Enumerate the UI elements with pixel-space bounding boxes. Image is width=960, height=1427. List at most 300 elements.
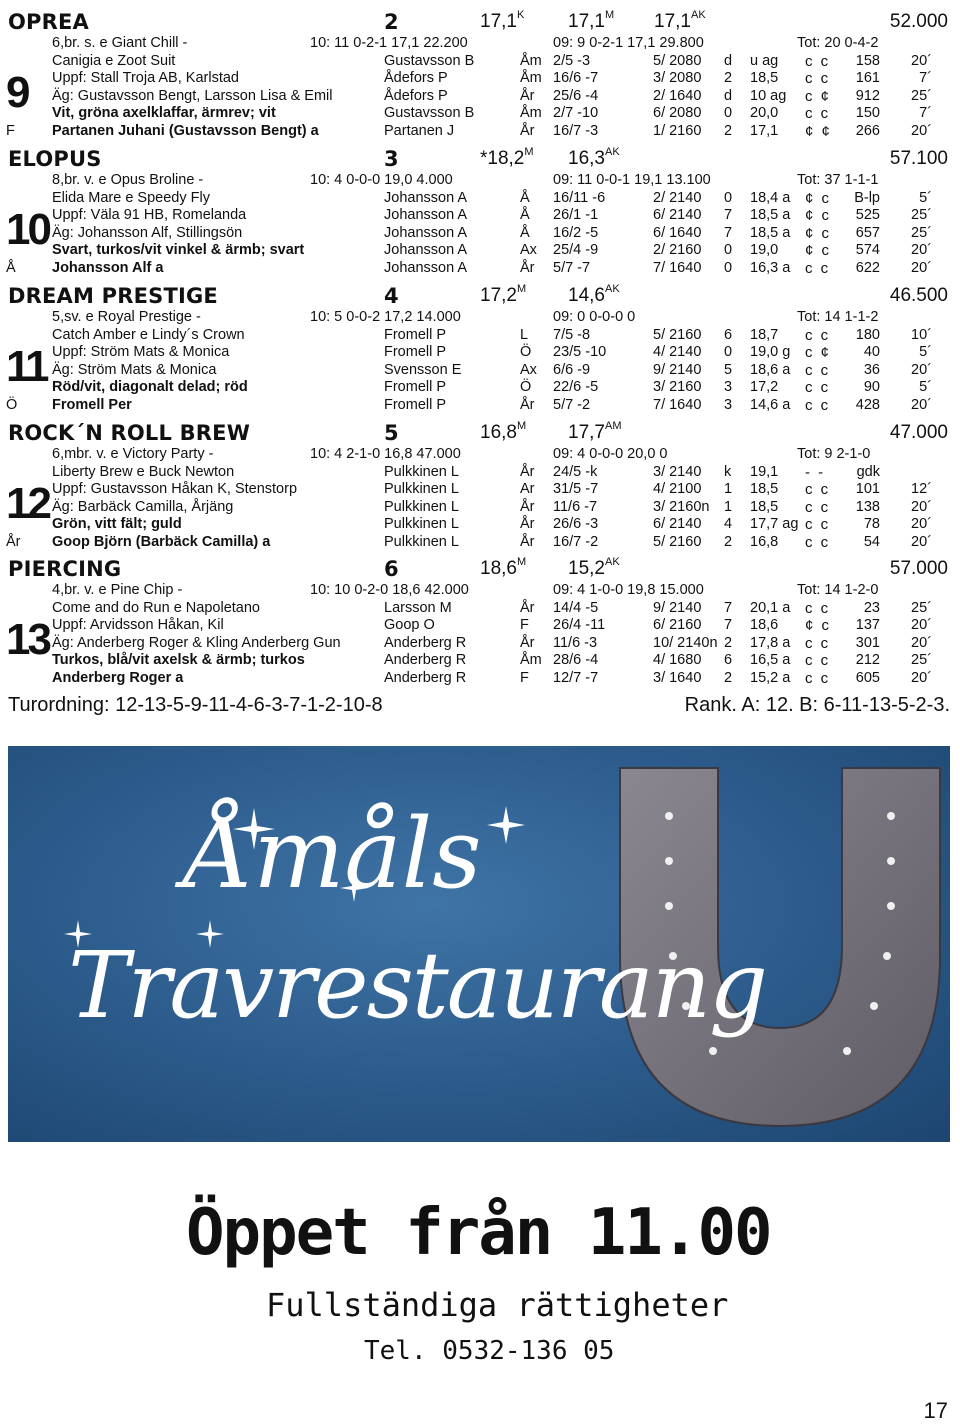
race-cell: Å xyxy=(520,189,530,206)
post-position: 6 xyxy=(384,557,399,581)
race-cell: År xyxy=(520,634,535,651)
race-cell: 2/ 2160 xyxy=(653,242,702,259)
race-cell: 622 xyxy=(855,260,880,276)
race-cell: u ag xyxy=(750,52,779,69)
race-cell: c c xyxy=(805,326,831,344)
race-cell: 16/7 -2 xyxy=(553,534,599,550)
race-cell: 657 xyxy=(855,224,880,241)
race-cell: Anderberg R xyxy=(384,652,467,669)
race-cell: 3 xyxy=(724,397,733,413)
race-cell: 2 xyxy=(724,534,733,550)
info-line: Turkos, blå/vit axelsk & ärmb; turkos xyxy=(52,652,305,669)
race-cell: 16/2 -5 xyxy=(553,224,599,241)
race-cell: 22/6 -5 xyxy=(553,379,599,396)
race-cell: Johansson A xyxy=(384,260,468,276)
info-line: Canigia e Zoot Suit xyxy=(52,52,176,69)
race-cell: 16,5 a xyxy=(750,652,791,669)
ad-title-travrestaurang: Travrestaurang xyxy=(68,932,766,1039)
race-cell: 4/ 1680 xyxy=(653,652,702,669)
record-value: 16,3 xyxy=(568,148,605,169)
info-line: Liberty Brew e Buck Newton xyxy=(52,463,235,480)
record-value: 17,2 xyxy=(480,285,517,306)
race-cell: 138 xyxy=(855,498,880,515)
stats-total: Tot: 14 1-2-0 xyxy=(797,582,879,598)
race-cell: 0 xyxy=(724,242,733,259)
race-cell: c c xyxy=(805,379,831,397)
record-1 xyxy=(480,422,526,444)
race-cell: 20´ xyxy=(911,123,932,139)
race-cell: 19,0 xyxy=(750,242,779,259)
race-cell: c ¢ xyxy=(805,87,832,105)
race-cell: År xyxy=(520,599,535,616)
race-cell: 180 xyxy=(855,326,880,343)
race-cell: 17,8 a xyxy=(750,634,791,651)
race-cell: 4/ 2100 xyxy=(653,481,702,498)
start-number: 10 xyxy=(6,205,49,254)
record-type: M xyxy=(516,283,527,295)
race-cell: 12/7 -7 xyxy=(553,670,599,686)
race-cell: 5/7 -7 xyxy=(553,260,591,276)
race-cell: 212 xyxy=(855,652,880,669)
race-cell: Ådefors P xyxy=(384,70,448,87)
race-cell: 9/ 2140 xyxy=(653,599,702,616)
record-1 xyxy=(480,558,526,580)
race-cell: 54 xyxy=(863,534,880,550)
record-3 xyxy=(654,11,706,33)
race-cell: 20´ xyxy=(911,498,932,515)
record-2 xyxy=(568,285,620,307)
horse-name: DREAM PRESTIGE xyxy=(8,284,218,308)
info-line: Äg: Anderberg Roger & Kling Anderberg Gun xyxy=(52,634,341,651)
race-cell: 7/5 -8 xyxy=(553,326,591,343)
start-number: 13 xyxy=(6,615,49,664)
race-cell: 4/ 2140 xyxy=(653,344,702,361)
race-cell: År xyxy=(520,498,535,515)
race-cell: F xyxy=(520,670,529,686)
race-cell: 16/7 -3 xyxy=(553,123,599,139)
info-line: Äg: Barbäck Camilla, Årjäng xyxy=(52,498,234,515)
race-cell: 26/1 -1 xyxy=(553,207,599,224)
race-cell: ¢ c xyxy=(805,242,832,260)
race-cell: c c xyxy=(805,361,831,379)
record-2 xyxy=(568,148,620,170)
race-cell: Svensson E xyxy=(384,361,462,378)
post-position: 5 xyxy=(384,421,399,445)
breeding: 8,br. v. e Opus Broline - xyxy=(52,172,204,188)
race-cell: Pulkkinen L xyxy=(384,516,459,533)
race-cell: 10´ xyxy=(911,326,932,343)
race-cell: 25´ xyxy=(911,652,932,669)
record-type: AK xyxy=(604,283,620,295)
race-cell: Partanen J xyxy=(384,123,455,139)
race-cell: c c xyxy=(805,70,831,88)
race-cell: 18,5 xyxy=(750,481,779,498)
race-cell: 2/5 -3 xyxy=(553,52,591,69)
race-cell: 78 xyxy=(863,516,880,533)
race-cell: - - xyxy=(805,463,826,481)
race-cell: 18,6 a xyxy=(750,361,791,378)
race-cell: 20´ xyxy=(911,534,932,550)
race-cell: 150 xyxy=(855,105,880,122)
race-cell: År xyxy=(520,87,535,104)
stats-total: Tot: 14 1-1-2 xyxy=(797,309,879,325)
race-cell: 2/ 2140 xyxy=(653,189,702,206)
race-cell: År xyxy=(520,123,535,139)
start-number: 12 xyxy=(6,479,49,528)
ad-rights: Fullständiga rättigheter xyxy=(266,1286,729,1324)
record-value: 17,1 xyxy=(654,11,691,32)
race-cell: Pulkkinen L xyxy=(384,498,459,515)
race-cell: Ö xyxy=(520,344,532,361)
race-cell: 31/5 -7 xyxy=(553,481,599,498)
record-value: 14,6 xyxy=(568,285,605,306)
race-cell: 20´ xyxy=(911,634,932,651)
race-cell: Johansson A xyxy=(384,242,468,259)
record-type: M xyxy=(516,556,527,568)
race-cell: 266 xyxy=(855,123,880,139)
race-cell: 6/6 -9 xyxy=(553,361,591,378)
race-cell: 6/ 2160 xyxy=(653,617,702,634)
race-cell: 7/ 1640 xyxy=(653,397,702,413)
record-2 xyxy=(568,422,621,444)
race-cell: c c xyxy=(805,634,831,652)
race-cell: 16,3 a xyxy=(750,260,791,276)
ad-phone: Tel. 0532-136 05 xyxy=(364,1336,615,1366)
info-line: Grön, vitt fält; guld xyxy=(52,516,182,533)
race-cell: Åm xyxy=(520,652,542,669)
race-cell: 25´ xyxy=(911,599,932,616)
race-cell: 11/6 -7 xyxy=(553,498,598,515)
record-2 xyxy=(568,11,614,33)
info-line: Äg: Ström Mats & Monica xyxy=(52,361,217,378)
race-cell: 7´ xyxy=(919,105,932,122)
post-position: 4 xyxy=(384,284,399,308)
horse-name: OPREA xyxy=(8,10,90,34)
race-cell: Fromell P xyxy=(384,397,447,413)
race-cell: Fromell P xyxy=(384,344,447,361)
race-cell: ¢ ¢ xyxy=(805,123,832,140)
race-cell: Johansson A xyxy=(384,207,468,224)
race-cell: Ådefors P xyxy=(384,87,448,104)
race-cell: 6/ 2140 xyxy=(653,516,702,533)
race-cell: 18,5 a xyxy=(750,224,791,241)
race-cell: 0 xyxy=(724,344,733,361)
race-cell: c c xyxy=(805,516,831,534)
info-line: Äg: Gustavsson Bengt, Larsson Lisa & Emil xyxy=(52,87,333,104)
advertisement xyxy=(8,746,950,1142)
race-cell: 101 xyxy=(855,481,880,498)
shoe-mark: Å xyxy=(6,260,16,276)
record-2 xyxy=(568,558,620,580)
footer-rank: Rank. A: 12. B: 6-11-13-5-2-3. xyxy=(684,694,950,716)
race-cell: 18,5 xyxy=(750,70,779,87)
race-cell: 2 xyxy=(724,670,733,686)
race-cell: 16/6 -7 xyxy=(553,70,599,87)
race-cell: c c xyxy=(805,397,831,414)
race-cell: 6 xyxy=(724,652,733,669)
record-type: K xyxy=(516,9,525,21)
earnings: 47.000 xyxy=(889,422,948,443)
race-cell: Gustavsson B xyxy=(384,105,475,122)
race-cell: d xyxy=(724,52,733,69)
race-cell: 5/7 -2 xyxy=(553,397,591,413)
info-line: Uppf: Väla 91 HB, Romelanda xyxy=(52,207,247,224)
race-cell: 20´ xyxy=(911,260,932,276)
race-cell: 912 xyxy=(855,87,880,104)
race-cell: 2/7 -10 xyxy=(553,105,599,122)
race-cell: 7 xyxy=(724,599,733,616)
race-cell: 3/ 2080 xyxy=(653,70,702,87)
info-line: Uppf: Gustavsson Håkan K, Stenstorp xyxy=(52,481,298,498)
info-line: Fromell Per xyxy=(52,397,132,413)
record-value: 18,6 xyxy=(480,558,517,579)
race-cell: c ¢ xyxy=(805,344,832,362)
stats-2010: 10: 4 2-1-0 16,8 47.000 xyxy=(310,446,461,462)
shoe-mark: År xyxy=(6,534,21,550)
post-position: 2 xyxy=(384,10,399,34)
race-cell: År xyxy=(520,463,535,480)
page-number: 17 xyxy=(923,1398,948,1423)
race-cell: Åm xyxy=(520,52,542,69)
race-cell: 18,5 xyxy=(750,498,779,515)
earnings: 57.000 xyxy=(889,558,948,579)
race-cell: 19,0 g xyxy=(750,344,791,361)
race-cell: 19,1 xyxy=(750,463,779,480)
race-cell: 3/ 2140 xyxy=(653,463,702,480)
race-cell: 525 xyxy=(855,207,880,224)
race-cell: d xyxy=(724,87,733,104)
race-cell: 25´ xyxy=(911,224,932,241)
race-cell: 12´ xyxy=(911,481,932,498)
info-line: Äg: Johansson Alf, Stillingsön xyxy=(52,224,243,241)
race-cell: 2 xyxy=(724,634,733,651)
race-cell: 11/6 -3 xyxy=(553,634,598,651)
race-cell: 20´ xyxy=(911,242,932,259)
record-value: 16,8 xyxy=(480,422,517,443)
breeding: 6,br. s. e Giant Chill - xyxy=(52,35,188,51)
race-cell: 7 xyxy=(724,617,733,634)
shoe-mark: F xyxy=(6,123,15,139)
race-cell: ¢ c xyxy=(805,189,832,207)
race-cell: k xyxy=(724,463,732,480)
ad-title-amals: Åmåls xyxy=(184,798,482,910)
stats-2009: 09: 11 0-0-1 19,1 13.100 xyxy=(553,172,711,188)
horse-name: ROCK´N ROLL BREW xyxy=(8,421,251,445)
race-cell: 605 xyxy=(855,670,880,686)
race-cell: F xyxy=(520,617,529,634)
record-type: AM xyxy=(604,420,622,432)
race-cell: 20,0 xyxy=(750,105,779,122)
race-cell: c c xyxy=(805,498,831,516)
race-cell: 40 xyxy=(863,344,880,361)
horse-name: ELOPUS xyxy=(8,147,102,171)
race-cell: 1/ 2160 xyxy=(653,123,702,139)
race-cell: 16,8 xyxy=(750,534,779,550)
breeding: 4,br. v. e Pine Chip - xyxy=(52,582,183,598)
breeding: 6,mbr. v. e Victory Party - xyxy=(52,446,214,462)
info-line: Partanen Juhani (Gustavsson Bengt) a xyxy=(52,123,319,139)
race-cell: 7/ 1640 xyxy=(653,260,702,276)
race-cell: 3/ 2160 xyxy=(653,379,702,396)
race-cell: 20´ xyxy=(911,397,932,413)
race-cell: 5´ xyxy=(919,379,932,396)
race-cell: 7 xyxy=(724,207,733,224)
race-cell: 9/ 2140 xyxy=(653,361,702,378)
earnings: 46.500 xyxy=(889,285,948,306)
race-cell: 2 xyxy=(724,123,733,139)
race-cell: L xyxy=(520,326,529,343)
race-cell: c c xyxy=(805,652,831,670)
ad-open-hours: Öppet från 11.00 xyxy=(186,1196,771,1270)
race-cell: ¢ c xyxy=(805,207,832,225)
race-cell: 20,1 a xyxy=(750,599,791,616)
race-cell: B-lp xyxy=(854,189,880,206)
stats-2010: 10: 4 0-0-0 19,0 4.000 xyxy=(310,172,453,188)
race-cell: 10/ 2140n xyxy=(653,634,718,651)
race-cell: 3/ 1640 xyxy=(653,670,702,686)
race-cell: c c xyxy=(805,534,831,551)
race-cell: 14/4 -5 xyxy=(553,599,599,616)
race-cell: År xyxy=(520,260,535,276)
race-cell: Pulkkinen L xyxy=(384,534,459,550)
race-cell: 0 xyxy=(724,189,733,206)
record-value: 17,1 xyxy=(480,11,517,32)
race-cell: 36 xyxy=(863,361,880,378)
stats-2009: 09: 4 1-0-0 19,8 15.000 xyxy=(553,582,704,598)
stats-2009: 09: 4 0-0-0 20,0 0 xyxy=(553,446,668,462)
stats-total: Tot: 37 1-1-1 xyxy=(797,172,879,188)
footer-turordning: Turordning: 12-13-5-9-11-4-6-3-7-1-2-10-8 xyxy=(8,694,383,716)
race-cell: c c xyxy=(805,670,831,687)
race-cell: Johansson A xyxy=(384,224,468,241)
start-number: 9 xyxy=(6,68,28,117)
race-cell: 25´ xyxy=(911,207,932,224)
race-cell: 25/6 -4 xyxy=(553,87,599,104)
race-cell: 1 xyxy=(724,481,733,498)
stats-total: Tot: 9 2-1-0 xyxy=(797,446,871,462)
race-cell: Fromell P xyxy=(384,379,447,396)
record-type: M xyxy=(604,9,615,21)
stats-2010: 10: 11 0-2-1 17,1 22.200 xyxy=(310,35,468,51)
race-cell: 5/ 2160 xyxy=(653,326,702,343)
record-type: AK xyxy=(604,146,620,158)
stats-2010: 10: 10 0-2-0 18,6 42.000 xyxy=(310,582,469,598)
info-line: Anderberg Roger a xyxy=(52,670,184,686)
race-cell: 2 xyxy=(724,70,733,87)
info-line: Uppf: Stall Troja AB, Karlstad xyxy=(52,70,239,87)
record-type: AK xyxy=(604,556,620,568)
info-line: Elida Mare e Speedy Fly xyxy=(52,189,210,206)
race-cell: ¢ c xyxy=(805,617,832,635)
record-type: AK xyxy=(690,9,706,21)
race-cell: Ar xyxy=(520,481,535,498)
race-cell: Johansson A xyxy=(384,189,468,206)
race-cell: 5´ xyxy=(919,344,932,361)
race-cell: 17,1 xyxy=(750,123,779,139)
race-cell: Fromell P xyxy=(384,326,447,343)
race-cell: Å xyxy=(520,224,530,241)
record-value: 17,1 xyxy=(568,11,605,32)
info-line: Vit, gröna axelklaffar, ärmrev; vit xyxy=(52,105,276,122)
race-cell: 18,5 a xyxy=(750,207,791,224)
stats-2010: 10: 5 0-0-2 17,2 14.000 xyxy=(310,309,461,325)
race-cell: År xyxy=(520,516,535,533)
race-cell: 158 xyxy=(855,52,880,69)
race-cell: gdk xyxy=(856,463,880,480)
earnings: 57.100 xyxy=(889,148,948,169)
record-value: 15,2 xyxy=(568,558,605,579)
race-cell: 301 xyxy=(855,634,880,651)
race-cell: 5´ xyxy=(919,189,932,206)
race-cell: År xyxy=(520,534,535,550)
shoe-mark: Ö xyxy=(6,397,18,413)
race-cell: 20´ xyxy=(911,52,932,69)
race-cell: ¢ c xyxy=(805,224,832,242)
record-value: 17,7 xyxy=(568,422,605,443)
race-cell: 1 xyxy=(724,498,733,515)
race-cell: 20´ xyxy=(911,617,932,634)
race-cell: 2/ 1640 xyxy=(653,87,702,104)
stats-2009: 09: 0 0-0-0 0 xyxy=(553,309,636,325)
race-cell: 428 xyxy=(855,397,880,413)
race-cell: 5/ 2080 xyxy=(653,52,702,69)
race-cell: 17,7 ag xyxy=(750,516,799,533)
race-cell: Gustavsson B xyxy=(384,52,475,69)
race-cell: Åm xyxy=(520,105,542,122)
race-cell: 23 xyxy=(863,599,880,616)
start-number: 11 xyxy=(6,342,47,391)
info-line: Come and do Run e Napoletano xyxy=(52,599,260,616)
race-cell: Anderberg R xyxy=(384,634,467,651)
record-1 xyxy=(480,148,534,170)
race-cell: 3 xyxy=(724,379,733,396)
race-cell: 20´ xyxy=(911,516,932,533)
race-cell: 137 xyxy=(855,617,880,634)
race-cell: 10 ag xyxy=(750,87,787,104)
race-cell: Pulkkinen L xyxy=(384,481,459,498)
race-cell: Larsson M xyxy=(384,599,452,616)
record-1 xyxy=(480,11,524,33)
race-cell: c c xyxy=(805,52,831,70)
race-cell: Ax xyxy=(520,242,537,259)
race-cell: 23/5 -10 xyxy=(553,344,607,361)
race-cell: Åm xyxy=(520,70,542,87)
race-cell: 6 xyxy=(724,326,733,343)
race-cell: 3/ 2160n xyxy=(653,498,710,515)
race-cell: 18,7 xyxy=(750,326,779,343)
race-cell: 20´ xyxy=(911,670,932,686)
record-value: *18,2 xyxy=(480,148,525,169)
race-cell: 24/5 -k xyxy=(553,463,598,480)
race-cell: c c xyxy=(805,105,831,123)
race-cell: Å xyxy=(520,207,530,224)
info-line: Goop Björn (Barbäck Camilla) a xyxy=(52,534,271,550)
race-cell: 5 xyxy=(724,361,733,378)
breeding: 5,sv. e Royal Prestige - xyxy=(52,309,201,325)
record-1 xyxy=(480,285,526,307)
info-line: Johansson Alf a xyxy=(52,260,164,276)
info-line: Uppf: Arvidsson Håkan, Kil xyxy=(52,617,224,634)
info-line: Svart, turkos/vit vinkel & ärmb; svart xyxy=(52,242,305,259)
race-cell: Anderberg R xyxy=(384,670,467,686)
race-cell: 4 xyxy=(724,516,733,533)
race-cell: 17,2 xyxy=(750,379,779,396)
post-position: 3 xyxy=(384,147,399,171)
race-cell: Goop O xyxy=(384,617,435,634)
race-cell: 25´ xyxy=(911,87,932,104)
race-cell: 15,2 a xyxy=(750,670,791,686)
info-line: Uppf: Ström Mats & Monica xyxy=(52,344,230,361)
